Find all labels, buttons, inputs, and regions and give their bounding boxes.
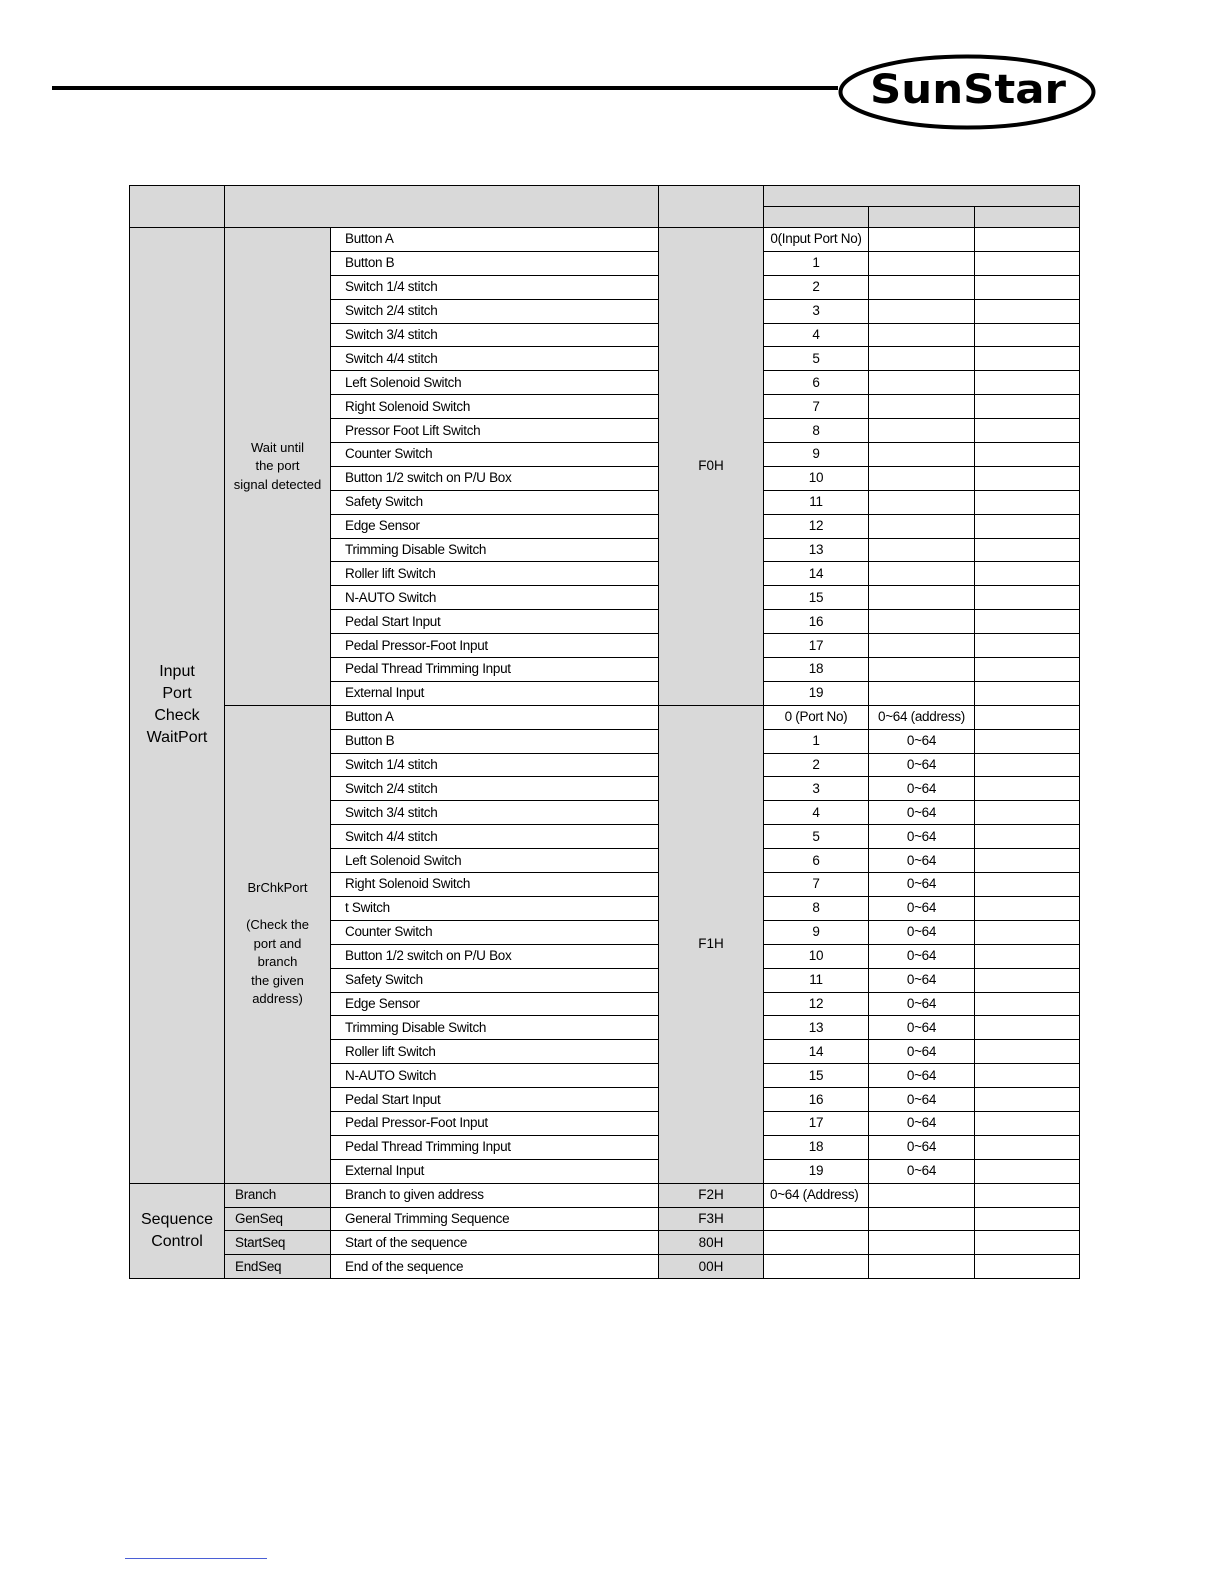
command-name-cell: GenSeq xyxy=(225,1207,331,1231)
function-cell: Right Solenoid Switch xyxy=(331,873,659,897)
param3-cell xyxy=(975,1255,1080,1279)
param3-cell xyxy=(975,299,1080,323)
param1-cell: 3 xyxy=(764,299,869,323)
param2-cell xyxy=(869,228,975,252)
function-cell: N-AUTO Switch xyxy=(331,1064,659,1088)
command-table-body xyxy=(130,186,1080,1279)
function-cell: External Input xyxy=(331,1159,659,1183)
sunstar-logo xyxy=(838,54,1096,130)
param2-cell: 0~64 xyxy=(869,1159,975,1183)
param1-cell: 19 xyxy=(764,1159,869,1183)
function-cell: External Input xyxy=(331,681,659,705)
param1-cell: 7 xyxy=(764,395,869,419)
param3-cell xyxy=(975,992,1080,1016)
function-cell: Pedal Start Input xyxy=(331,610,659,634)
logo-text: SunStar xyxy=(870,67,1067,113)
param3-cell xyxy=(975,681,1080,705)
param2-cell xyxy=(869,466,975,490)
function-cell: End of the sequence xyxy=(331,1255,659,1279)
input-port-check-group xyxy=(130,228,225,1184)
param1-cell: 5 xyxy=(764,825,869,849)
param1-cell: 9 xyxy=(764,920,869,944)
param1-cell: 16 xyxy=(764,610,869,634)
param2-cell xyxy=(869,443,975,467)
param2-cell xyxy=(869,299,975,323)
param1-cell: 12 xyxy=(764,514,869,538)
function-cell: Pedal Pressor-Foot Input xyxy=(331,634,659,658)
param3-cell xyxy=(975,1159,1080,1183)
group-label-line: Check xyxy=(154,707,200,725)
code-cell: 00H xyxy=(659,1255,764,1279)
header-rule xyxy=(52,86,838,90)
param2-cell: 0~64 xyxy=(869,729,975,753)
param2-cell xyxy=(869,658,975,682)
function-cell: Left Solenoid Switch xyxy=(331,849,659,873)
header-command-cell xyxy=(225,186,659,228)
param3-cell xyxy=(975,801,1080,825)
param3-cell xyxy=(975,1135,1080,1159)
param1-cell: 2 xyxy=(764,753,869,777)
param2-cell: 0~64 xyxy=(869,1088,975,1112)
param1-cell xyxy=(764,1207,869,1231)
header-param3-cell xyxy=(975,207,1080,228)
param1-cell: 5 xyxy=(764,347,869,371)
sequence-row xyxy=(130,1255,1080,1279)
function-cell: Switch 4/4 stitch xyxy=(331,825,659,849)
param1-cell: 7 xyxy=(764,873,869,897)
function-cell: Right Solenoid Switch xyxy=(331,395,659,419)
param3-cell xyxy=(975,228,1080,252)
wait-port-command xyxy=(225,228,331,706)
param3-cell xyxy=(975,490,1080,514)
param2-cell: 0~64 xyxy=(869,920,975,944)
param1-cell: 4 xyxy=(764,323,869,347)
param1-cell: 12 xyxy=(764,992,869,1016)
param2-cell xyxy=(869,562,975,586)
function-cell: Counter Switch xyxy=(331,920,659,944)
param3-cell xyxy=(975,1207,1080,1231)
command-label-line: the port xyxy=(255,458,300,474)
function-cell: Safety Switch xyxy=(331,490,659,514)
param1-cell: 2 xyxy=(764,275,869,299)
param2-cell xyxy=(869,371,975,395)
function-cell: Button B xyxy=(331,729,659,753)
group-label-line: WaitPort xyxy=(146,729,208,747)
param3-cell xyxy=(975,371,1080,395)
group-label-line: Control xyxy=(151,1232,203,1250)
param2-cell: 0~64 (address) xyxy=(869,705,975,729)
command-label-line: (Check the xyxy=(246,917,309,933)
group-label-line: Port xyxy=(162,685,192,703)
param3-cell xyxy=(975,825,1080,849)
param1-cell: 19 xyxy=(764,681,869,705)
function-cell: Switch 3/4 stitch xyxy=(331,801,659,825)
param2-cell xyxy=(869,1255,975,1279)
function-cell: Switch 2/4 stitch xyxy=(331,299,659,323)
function-cell: Counter Switch xyxy=(331,443,659,467)
param2-cell xyxy=(869,514,975,538)
code-cell: F0H xyxy=(659,228,764,706)
param1-cell: 18 xyxy=(764,658,869,682)
param1-cell: 15 xyxy=(764,1064,869,1088)
param2-cell xyxy=(869,586,975,610)
param2-cell: 0~64 xyxy=(869,1111,975,1135)
param3-cell xyxy=(975,753,1080,777)
command-label-line: branch xyxy=(257,954,298,970)
param3-cell xyxy=(975,1088,1080,1112)
sequence-row xyxy=(130,1183,1080,1207)
command-label-line: Wait until xyxy=(251,439,304,455)
command-label-line: address) xyxy=(252,991,303,1007)
param1-cell: 8 xyxy=(764,896,869,920)
param2-cell: 0~64 xyxy=(869,801,975,825)
function-cell: Trimming Disable Switch xyxy=(331,1016,659,1040)
param1-cell: 6 xyxy=(764,849,869,873)
sequence-row xyxy=(130,1231,1080,1255)
param3-cell xyxy=(975,419,1080,443)
param1-cell: 15 xyxy=(764,586,869,610)
function-cell: Left Solenoid Switch xyxy=(331,371,659,395)
function-cell: Button A xyxy=(331,228,659,252)
param2-cell xyxy=(869,610,975,634)
param1-cell: 14 xyxy=(764,1040,869,1064)
header-group-cell xyxy=(130,186,225,228)
param1-cell: 1 xyxy=(764,251,869,275)
param1-cell: 17 xyxy=(764,634,869,658)
param2-cell: 0~64 xyxy=(869,968,975,992)
header-row-1 xyxy=(130,186,1080,207)
param2-cell: 0~64 xyxy=(869,1064,975,1088)
command-name-cell: StartSeq xyxy=(225,1231,331,1255)
param2-cell: 0~64 xyxy=(869,849,975,873)
code-cell: F1H xyxy=(659,705,764,1183)
param1-cell xyxy=(764,1255,869,1279)
wait-port-row xyxy=(130,228,1080,252)
param3-cell xyxy=(975,705,1080,729)
param1-cell: 11 xyxy=(764,968,869,992)
param3-cell xyxy=(975,729,1080,753)
param3-cell xyxy=(975,1231,1080,1255)
param3-cell xyxy=(975,944,1080,968)
function-cell: Button B xyxy=(331,251,659,275)
param1-cell: 1 xyxy=(764,729,869,753)
function-cell: Start of the sequence xyxy=(331,1231,659,1255)
param3-cell xyxy=(975,1183,1080,1207)
param2-cell xyxy=(869,1207,975,1231)
param1-cell: 13 xyxy=(764,538,869,562)
param2-cell xyxy=(869,347,975,371)
sequence-row xyxy=(130,1207,1080,1231)
param1-cell: 18 xyxy=(764,1135,869,1159)
param1-cell: 8 xyxy=(764,419,869,443)
function-cell: t Switch xyxy=(331,896,659,920)
param3-cell xyxy=(975,275,1080,299)
param2-cell xyxy=(869,251,975,275)
param3-cell xyxy=(975,968,1080,992)
param2-cell xyxy=(869,395,975,419)
param1-cell: 14 xyxy=(764,562,869,586)
group-label-line: Input xyxy=(159,663,195,681)
param3-cell xyxy=(975,896,1080,920)
param3-cell xyxy=(975,658,1080,682)
logo-graphic xyxy=(838,54,1096,130)
param2-cell xyxy=(869,490,975,514)
param3-cell xyxy=(975,251,1080,275)
header-code-cell xyxy=(659,186,764,228)
function-cell: Switch 1/4 stitch xyxy=(331,275,659,299)
param2-cell xyxy=(869,538,975,562)
function-cell: Button 1/2 switch on P/U Box xyxy=(331,466,659,490)
param3-cell xyxy=(975,1064,1080,1088)
param2-cell xyxy=(869,323,975,347)
param1-cell: 3 xyxy=(764,777,869,801)
param1-cell: 11 xyxy=(764,490,869,514)
param3-cell xyxy=(975,634,1080,658)
param2-cell xyxy=(869,1231,975,1255)
function-cell: Edge Sensor xyxy=(331,992,659,1016)
param1-cell: 6 xyxy=(764,371,869,395)
command-label-line xyxy=(225,898,330,917)
param2-cell: 0~64 xyxy=(869,753,975,777)
param2-cell: 0~64 xyxy=(869,1040,975,1064)
function-cell: Pedal Pressor-Foot Input xyxy=(331,1111,659,1135)
param3-cell xyxy=(975,466,1080,490)
function-cell: Roller lift Switch xyxy=(331,562,659,586)
param1-cell: 9 xyxy=(764,443,869,467)
function-cell: Pressor Foot Lift Switch xyxy=(331,419,659,443)
param1-cell: 17 xyxy=(764,1111,869,1135)
function-cell: Pedal Start Input xyxy=(331,1088,659,1112)
function-cell: General Trimming Sequence xyxy=(331,1207,659,1231)
param3-cell xyxy=(975,777,1080,801)
command-label-line: the given xyxy=(251,972,304,988)
param2-cell xyxy=(869,681,975,705)
param3-cell xyxy=(975,610,1080,634)
param1-cell: 0~64 (Address) xyxy=(764,1183,869,1207)
header-param1-cell xyxy=(764,207,869,228)
param1-cell: 0(Input Port No) xyxy=(764,228,869,252)
function-cell: Branch to given address xyxy=(331,1183,659,1207)
param1-cell: 16 xyxy=(764,1088,869,1112)
function-cell: Switch 3/4 stitch xyxy=(331,323,659,347)
command-label-line: signal detected xyxy=(233,476,322,492)
param3-cell xyxy=(975,395,1080,419)
function-cell: Switch 2/4 stitch xyxy=(331,777,659,801)
function-cell: N-AUTO Switch xyxy=(331,586,659,610)
command-name-cell: EndSeq xyxy=(225,1255,331,1279)
param1-cell: 13 xyxy=(764,1016,869,1040)
function-cell: Pedal Thread Trimming Input xyxy=(331,1135,659,1159)
function-cell: Trimming Disable Switch xyxy=(331,538,659,562)
command-table xyxy=(129,185,1080,1279)
param3-cell xyxy=(975,538,1080,562)
footer-link-underline xyxy=(125,1558,267,1559)
param2-cell xyxy=(869,275,975,299)
param3-cell xyxy=(975,562,1080,586)
param1-cell: 4 xyxy=(764,801,869,825)
param3-cell xyxy=(975,849,1080,873)
param2-cell: 0~64 xyxy=(869,825,975,849)
header-params-cell xyxy=(764,186,1080,207)
param2-cell: 0~64 xyxy=(869,992,975,1016)
code-cell: F2H xyxy=(659,1183,764,1207)
param3-cell xyxy=(975,323,1080,347)
command-label-line: BrChkPort xyxy=(247,880,308,896)
branch-check-row xyxy=(130,705,1080,729)
param3-cell xyxy=(975,586,1080,610)
param1-cell: 10 xyxy=(764,466,869,490)
function-cell: Button A xyxy=(331,705,659,729)
param2-cell: 0~64 xyxy=(869,896,975,920)
function-cell: Pedal Thread Trimming Input xyxy=(331,658,659,682)
param2-cell xyxy=(869,1183,975,1207)
param3-cell xyxy=(975,1040,1080,1064)
param3-cell xyxy=(975,443,1080,467)
param2-cell xyxy=(869,634,975,658)
function-cell: Roller lift Switch xyxy=(331,1040,659,1064)
param2-cell: 0~64 xyxy=(869,777,975,801)
param1-cell: 10 xyxy=(764,944,869,968)
function-cell: Button 1/2 switch on P/U Box xyxy=(331,944,659,968)
param1-cell: 0 (Port No) xyxy=(764,705,869,729)
code-cell: F3H xyxy=(659,1207,764,1231)
sequence-control-group xyxy=(130,1183,225,1279)
header-param2-cell xyxy=(869,207,975,228)
function-cell: Safety Switch xyxy=(331,968,659,992)
param2-cell xyxy=(869,419,975,443)
param2-cell: 0~64 xyxy=(869,1135,975,1159)
param1-cell xyxy=(764,1231,869,1255)
param3-cell xyxy=(975,514,1080,538)
code-cell: 80H xyxy=(659,1231,764,1255)
param3-cell xyxy=(975,873,1080,897)
param2-cell: 0~64 xyxy=(869,944,975,968)
param3-cell xyxy=(975,1016,1080,1040)
group-label-line: Sequence xyxy=(140,1210,214,1228)
function-cell: Switch 4/4 stitch xyxy=(331,347,659,371)
param3-cell xyxy=(975,347,1080,371)
br-chk-port-command xyxy=(225,705,331,1183)
function-cell: Edge Sensor xyxy=(331,514,659,538)
function-cell: Switch 1/4 stitch xyxy=(331,753,659,777)
param2-cell: 0~64 xyxy=(869,873,975,897)
param3-cell xyxy=(975,1111,1080,1135)
command-label-line: port and xyxy=(253,935,302,951)
param3-cell xyxy=(975,920,1080,944)
command-name-cell: Branch xyxy=(225,1183,331,1207)
param2-cell: 0~64 xyxy=(869,1016,975,1040)
